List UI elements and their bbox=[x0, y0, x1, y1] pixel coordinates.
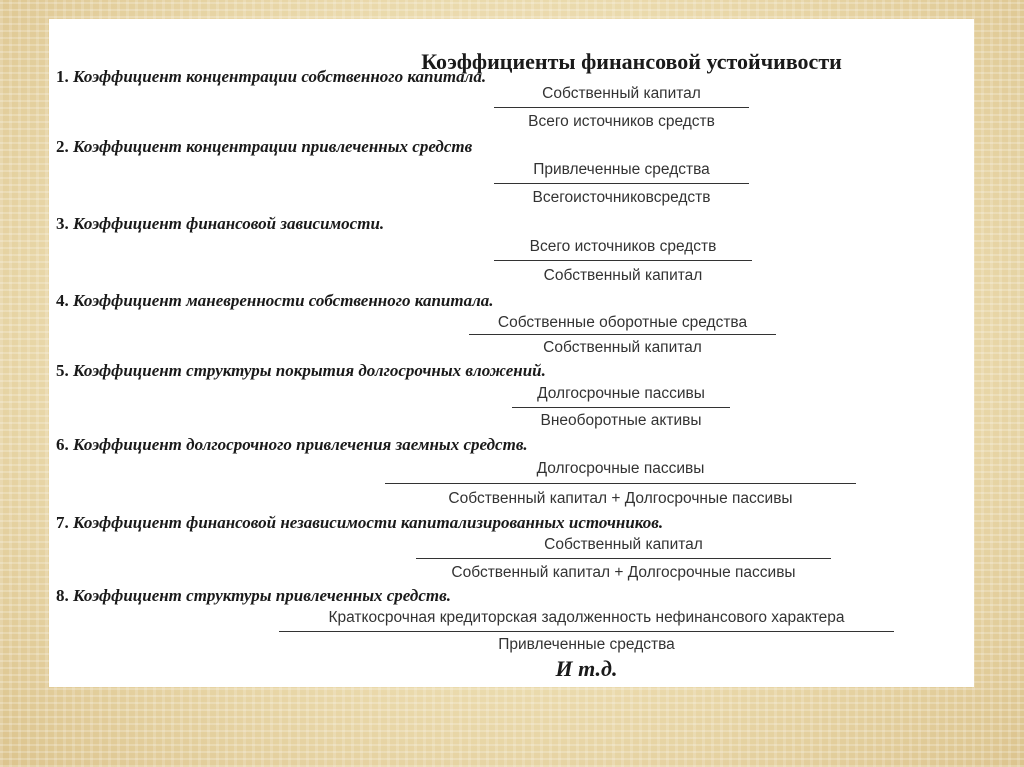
denominator: Собственный капитал bbox=[543, 267, 703, 284]
numerator: Собственный капитал bbox=[544, 536, 703, 553]
item-number: 3. bbox=[56, 214, 69, 233]
item-name: Коэффициент долгосрочного привлечения заемных средств. bbox=[73, 435, 528, 454]
ratio-formula bbox=[494, 83, 749, 133]
item-number: 5. bbox=[56, 361, 69, 380]
fraction-bar bbox=[385, 483, 856, 484]
denominator: Всегоисточниковсредств bbox=[532, 189, 711, 206]
item-heading bbox=[56, 289, 494, 313]
fraction-bar bbox=[494, 260, 752, 261]
item-number: 8. bbox=[56, 586, 69, 605]
item-name: Коэффициент маневренности собственного капитала. bbox=[73, 291, 494, 310]
page-title: Коэффициенты финансовой устойчивости bbox=[421, 49, 842, 74]
numerator: Краткосрочная кредиторская задолженность нефинансового характера bbox=[328, 609, 845, 626]
ratio-formula bbox=[416, 534, 831, 584]
slide bbox=[49, 19, 974, 687]
fraction-bar bbox=[279, 631, 894, 632]
ratio-formula bbox=[279, 607, 894, 657]
item-number: 4. bbox=[56, 291, 69, 310]
item-heading bbox=[56, 359, 546, 383]
item-name: Коэффициент концентрации собственного капитала. bbox=[73, 67, 487, 86]
fraction-bar bbox=[494, 107, 749, 108]
item-number: 1. bbox=[56, 67, 69, 86]
item-number: 2. bbox=[56, 137, 69, 156]
denominator: Собственный капитал + Долгосрочные пассивы bbox=[451, 564, 796, 581]
item-name: Коэффициент финансовой независимости капитализированных источников. bbox=[73, 513, 664, 532]
fraction-bar bbox=[469, 334, 776, 335]
numerator: Собственные оборотные средства bbox=[497, 314, 748, 331]
numerator: Всего источников средств bbox=[529, 238, 717, 255]
numerator: Долгосрочные пассивы bbox=[537, 385, 705, 402]
fraction-bar bbox=[494, 183, 749, 184]
denominator: Собственный капитал bbox=[543, 339, 702, 356]
denominator: Привлеченные средства bbox=[498, 636, 675, 653]
ratio-formula bbox=[385, 458, 856, 510]
item-name: Коэффициент структуры привлеченных средств. bbox=[73, 586, 451, 605]
item-heading bbox=[56, 511, 663, 535]
ratio-formula bbox=[512, 383, 730, 433]
ratio-formula bbox=[494, 236, 752, 288]
denominator: Всего источников средств bbox=[528, 113, 715, 130]
item-number: 6. bbox=[56, 435, 69, 454]
ratio-formula bbox=[494, 159, 749, 209]
item-heading bbox=[56, 212, 384, 236]
item-name: Коэффициент финансовой зависимости. bbox=[73, 214, 385, 233]
fraction-bar bbox=[512, 407, 730, 408]
item-name: Коэффициент структуры покрытия долгосрочных вложений. bbox=[73, 361, 546, 380]
item-heading bbox=[56, 584, 451, 608]
numerator: Собственный капитал bbox=[542, 85, 701, 102]
numerator: Привлеченные средства bbox=[533, 161, 710, 178]
numerator: Долгосрочные пассивы bbox=[536, 460, 705, 477]
denominator: Внеоборотные активы bbox=[540, 412, 702, 429]
item-name: Коэффициент концентрации привлеченных средств bbox=[73, 137, 473, 156]
item-heading bbox=[56, 433, 528, 457]
denominator: Собственный капитал + Долгосрочные пассивы bbox=[448, 490, 793, 507]
item-heading bbox=[56, 135, 472, 159]
item-heading bbox=[56, 65, 486, 89]
ratio-formula bbox=[469, 312, 776, 360]
footer-note: И т.д. bbox=[555, 656, 618, 681]
item-number: 7. bbox=[56, 513, 69, 532]
fraction-bar bbox=[416, 558, 831, 559]
